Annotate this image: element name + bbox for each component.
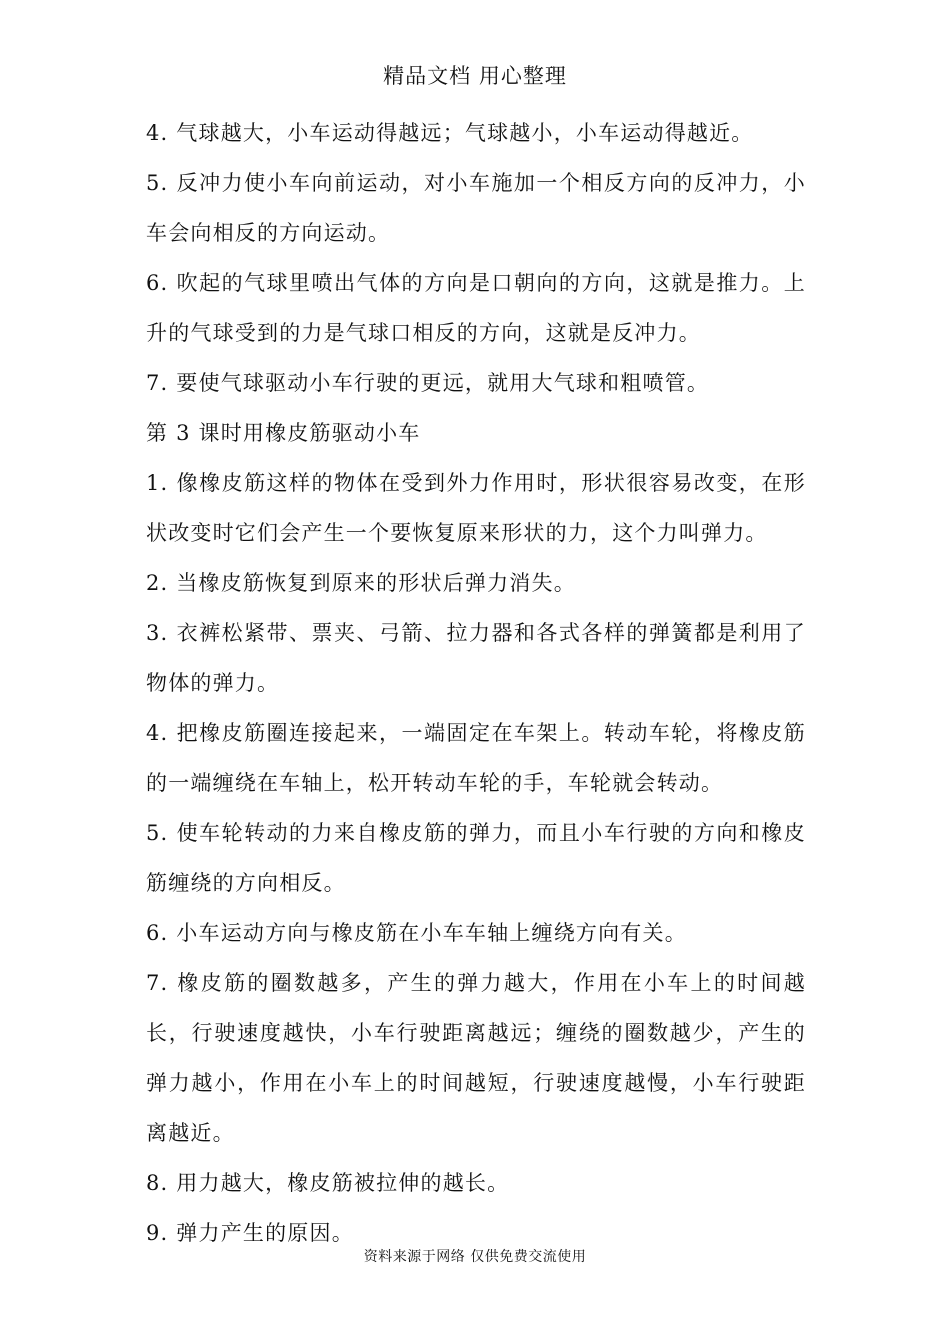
paragraph-item-1-elastic-force: 1. 像橡皮筋这样的物体在受到外力作用时，形状很容易改变，在形状改变时它们会产生一个要恢复原来形状的力，这个力叫弹力。 xyxy=(146,471,806,545)
paragraph-item-5-direction: 5. 使车轮转动的力来自橡皮筋的弹力，而且小车行驶的方向和橡皮筋缠绕的方向相反。 xyxy=(146,821,806,895)
paragraph-item-4-wind-axle: 4. 把橡皮筋圈连接起来，一端固定在车架上。转动车轮，将橡皮筋的一端缠绕在车轴上，松开转动车轮的手，车轮就会转动。 xyxy=(146,721,806,795)
paragraph-item-6-thrust: 6. 吹起的气球里喷出气体的方向是口朝向的方向，这就是推力。上升的气球受到的力是气球口相反的方向，这就是反冲力。 xyxy=(146,271,806,345)
paragraph-item-8-stretch: 8. 用力越大，橡皮筋被拉伸的越长。 xyxy=(146,1171,510,1195)
paragraph-item-2-restore: 2. 当橡皮筋恢复到原来的形状后弹力消失。 xyxy=(146,571,576,595)
page-header: 精品文档 用心整理 xyxy=(383,64,567,88)
paragraph-item-3-examples: 3. 衣裤松紧带、票夹、弓箭、拉力器和各式各样的弹簧都是利用了物体的弹力。 xyxy=(146,621,806,695)
paragraph-item-6-winding: 6. 小车运动方向与橡皮筋在小车车轴上缠绕方向有关。 xyxy=(146,921,687,945)
paragraph-item-7-turns: 7. 橡皮筋的圈数越多，产生的弹力越大，作用在小车上的时间越长，行驶速度越快，小车行驶距离越远；缠绕的圈数越少，产生的弹力越小，作用在小车上的时间越短，行驶速度越慢，小车行驶距离越近。 xyxy=(146,971,806,1145)
paragraph-item-7-distance: 7. 要使气球驱动小车行驶的更远，就用大气球和粗喷管。 xyxy=(146,371,710,395)
paragraph-item-5-recoil: 5. 反冲力使小车向前运动，对小车施加一个相反方向的反冲力，小车会向相反的方向运动。 xyxy=(146,171,806,245)
paragraph-item-9-cause: 9. 弹力产生的原因。 xyxy=(146,1221,354,1245)
document-body xyxy=(146,108,806,1258)
page-footer: 资料来源于网络 仅供免费交流使用 xyxy=(363,1249,587,1265)
section-heading: 第 3 课时用橡皮筋驱动小车 xyxy=(146,421,421,445)
paragraph-item-4-balloon-size: 4. 气球越大，小车运动得越远；气球越小，小车运动得越近。 xyxy=(146,121,754,145)
